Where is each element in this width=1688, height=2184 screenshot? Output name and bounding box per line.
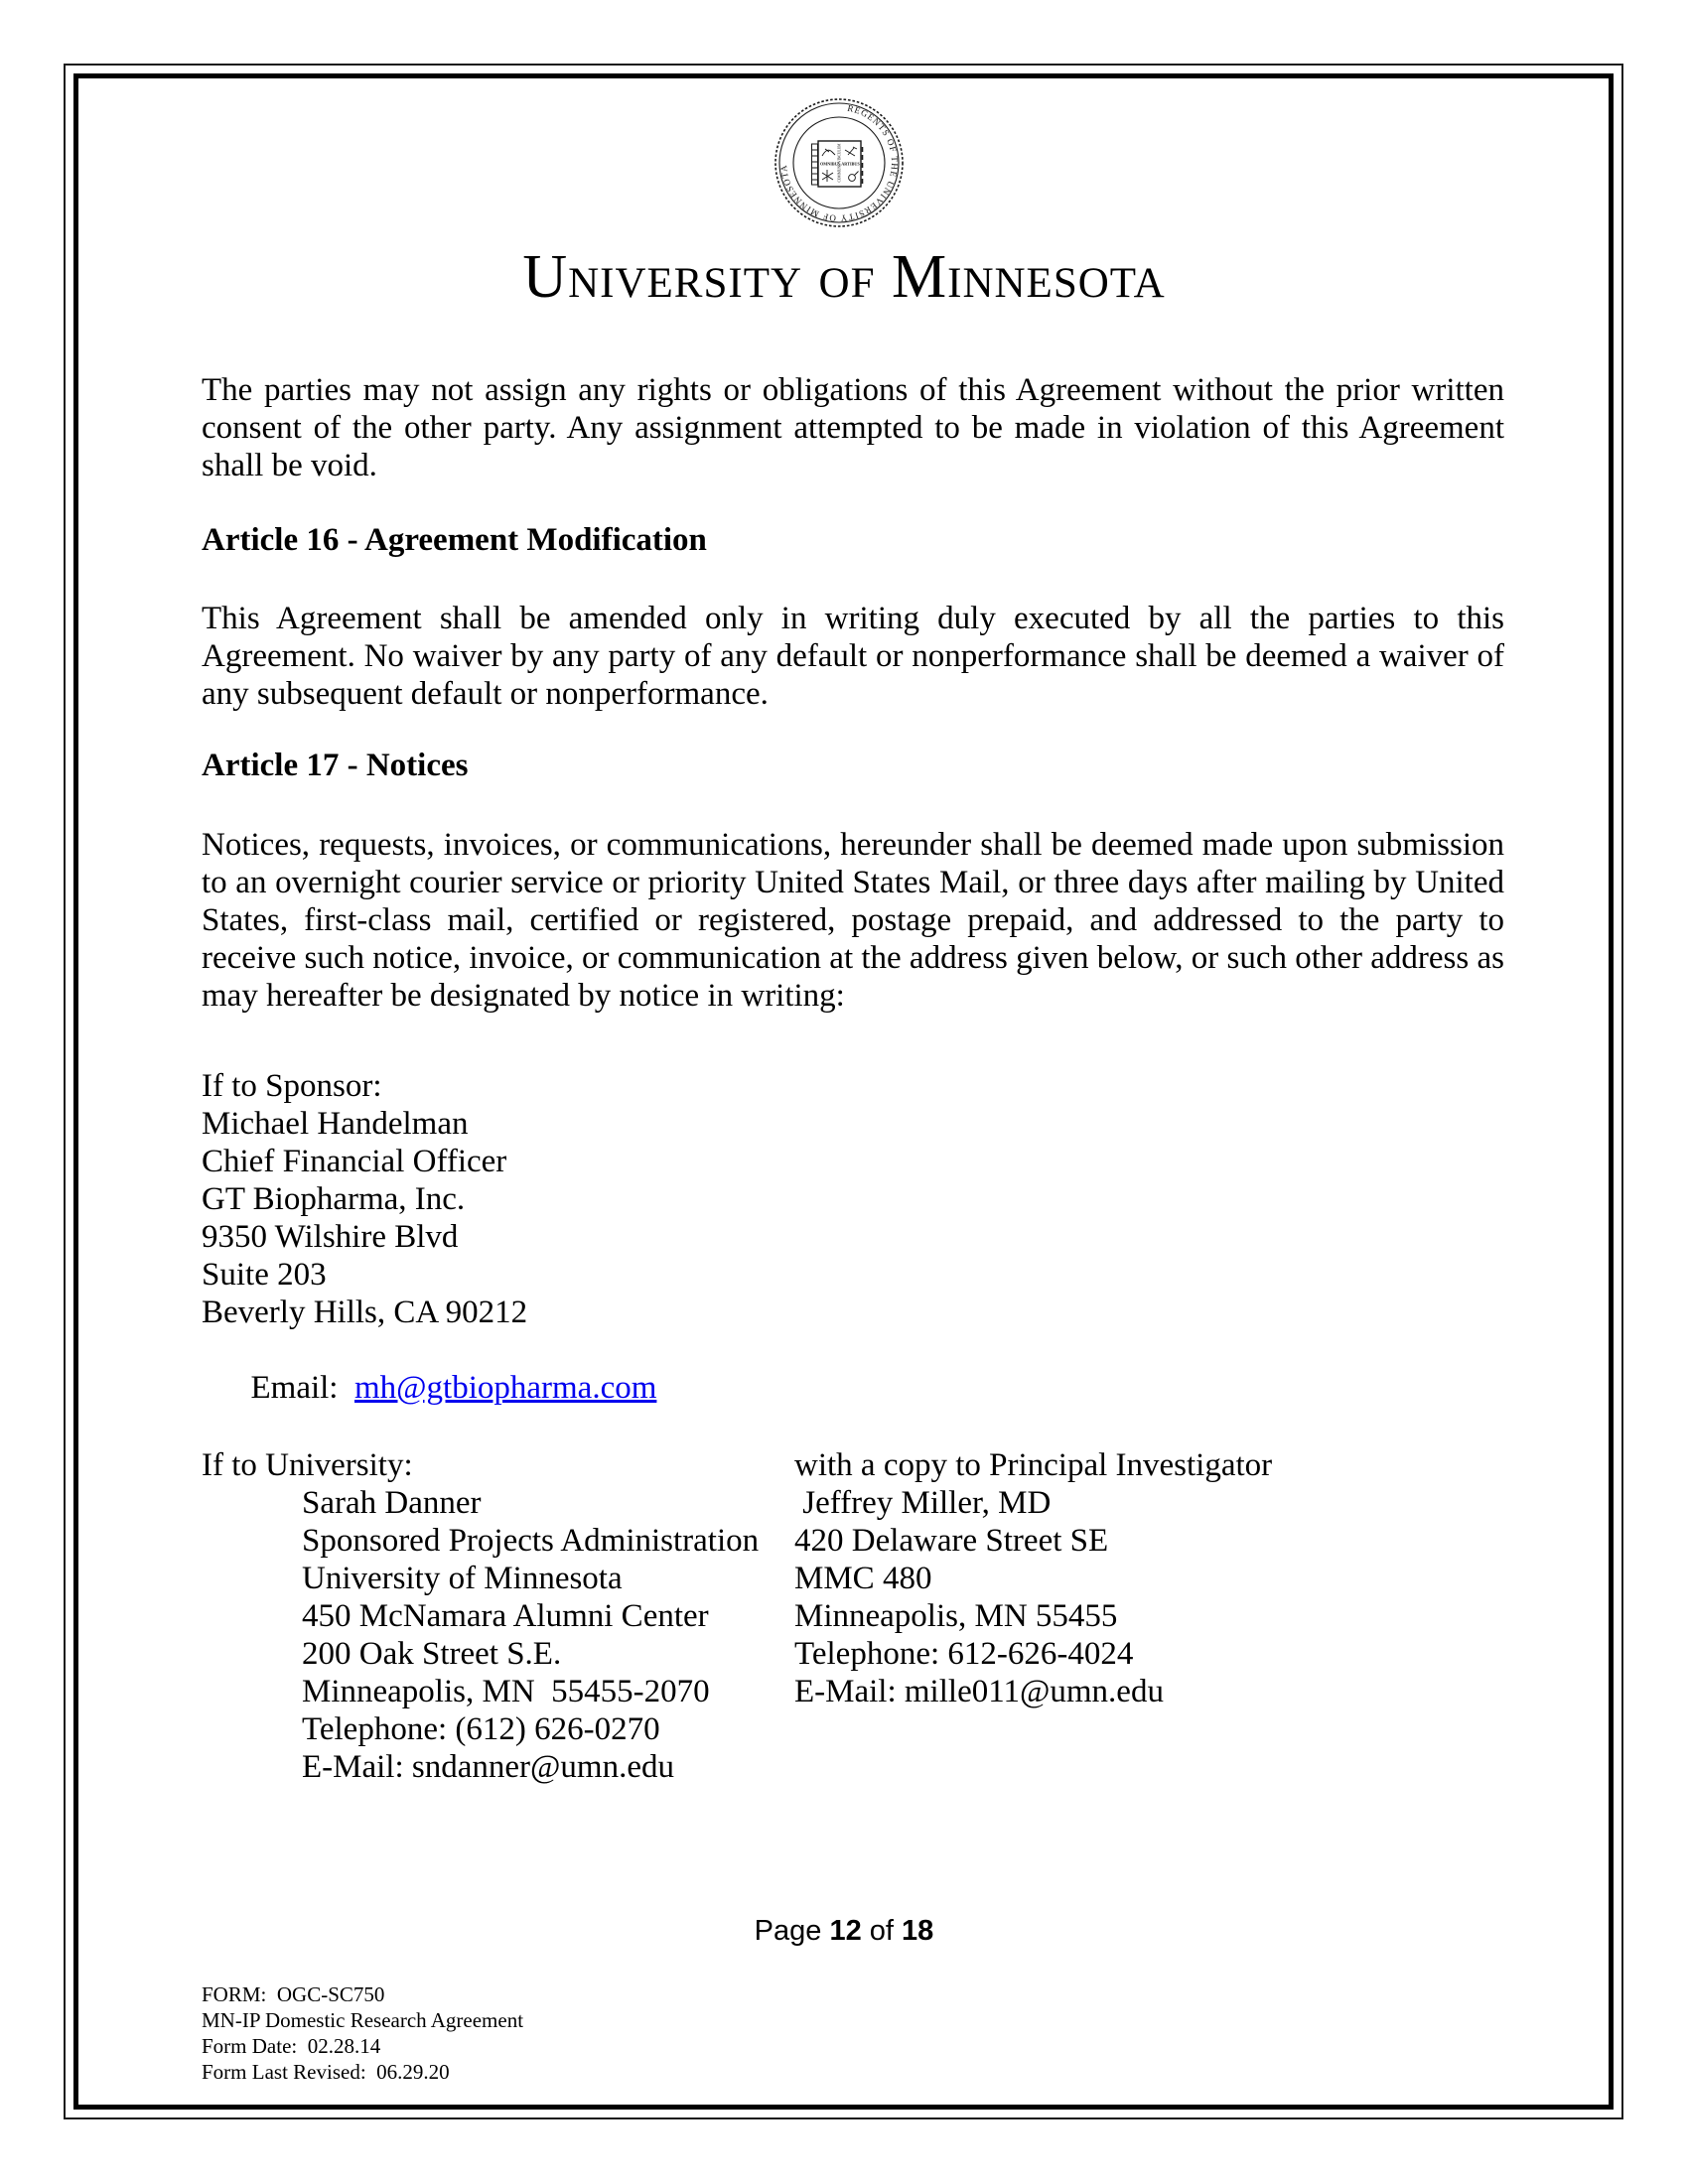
paragraph-assignment: The parties may not assign any rights or obligations of this Agreement without the prior written consent of the other party. Any assignment attempted to be made in violation of this Agreement shall be void. [202,372,1504,483]
pi-line-5: E-Mail: mille011@umn.edu [794,1674,1164,1709]
university-line-0: Sarah Danner [302,1485,482,1521]
university-label: If to University: [202,1447,413,1483]
sponsor-email-label: Email: [250,1370,354,1406]
university-line-5: Minneapolis, MN 55455-2070 [302,1674,710,1709]
sponsor-city: Beverly Hills, CA 90212 [202,1295,528,1330]
paragraph-article-17: Notices, requests, invoices, or communications, hereunder shall be deemed made upon submission to an overnight courier service or priority United States Mail, or three days after mailing by United States, first-class mail, certified or registered, postage prepaid, and addressed to the party to receive such notice, invoice, or communication at the address given below, or such other address as may hereafter be designated by notice in writing: [202,827,1504,1014]
sponsor-title: Chief Financial Officer [202,1144,507,1179]
pi-line-4: Telephone: 612-626-4024 [794,1636,1134,1672]
university-line-4: 200 Oak Street S.E. [302,1636,562,1672]
page-number [0,1913,1688,1949]
sponsor-name: Michael Handelman [202,1106,469,1142]
heading-article-16: Article 16 - Agreement Modification [202,522,707,558]
sponsor-notice-block [202,1067,1504,1406]
pi-line-1: 420 Delaware Street SE [794,1523,1109,1559]
university-line-2: University of Minnesota [302,1561,623,1596]
heading-article-17: Article 17 - Notices [202,748,469,783]
pi-line-0: Jeffrey Miller, MD [794,1485,1052,1521]
pi-line-3: Minneapolis, MN 55455 [794,1598,1118,1634]
seal-motto-left: OMNIBUS [819,161,841,167]
university-line-3: 450 McNamara Alumni Center [302,1598,709,1634]
sponsor-address-line-1: 9350 Wilshire Blvd [202,1219,459,1255]
seal-motto-right: ARTIBUS [841,161,860,167]
form-line-1: MN-IP Domestic Research Agreement [202,2008,524,2032]
university-line-6: Telephone: (612) 626-0270 [302,1711,660,1747]
seal-motto-center: COMMUNE VINCULUM [837,143,842,183]
sponsor-email-link[interactable]: mh@gtbiopharma.com [353,1370,657,1406]
university-seal-icon [774,97,905,228]
page-title: University of Minnesota [522,243,1166,311]
form-line-0: FORM: OGC-SC750 [202,1982,385,2006]
paragraph-article-16: This Agreement shall be amended only in writing duly executed by all the parties to this Agreement. No waiver by any party of any default or nonperformance shall be deemed a waiver of any subsequent default or nonperformance. [202,601,1504,712]
sponsor-email-line [202,1331,1504,1406]
university-line-7: E-Mail: sndanner@umn.edu [302,1749,674,1785]
university-line-1: Sponsored Projects Administration [302,1523,760,1559]
principal-investigator-notice-block [794,1446,1504,1710]
sponsor-company: GT Biopharma, Inc. [202,1181,466,1217]
pi-label: with a copy to Principal Investigator [794,1447,1273,1483]
sponsor-label: If to Sponsor: [202,1068,382,1104]
university-notice-block [202,1446,787,1786]
sponsor-address-line-2: Suite 203 [202,1257,327,1293]
form-line-2: Form Date: 02.28.14 [202,2034,381,2058]
page-number-prefix: Page [754,1915,822,1947]
notice-columns [202,1446,1504,1804]
page-number-of: of [869,1915,894,1947]
form-footer [202,1981,523,2085]
pi-line-2: MMC 480 [794,1561,932,1596]
seal-ring-text: REGENTS OF THE UNIVERSITY OF MINNESOTA [777,102,901,224]
page-number-current: 12 [829,1915,862,1947]
form-line-3: Form Last Revised: 06.29.20 [202,2060,450,2084]
page-number-total: 18 [902,1915,934,1947]
